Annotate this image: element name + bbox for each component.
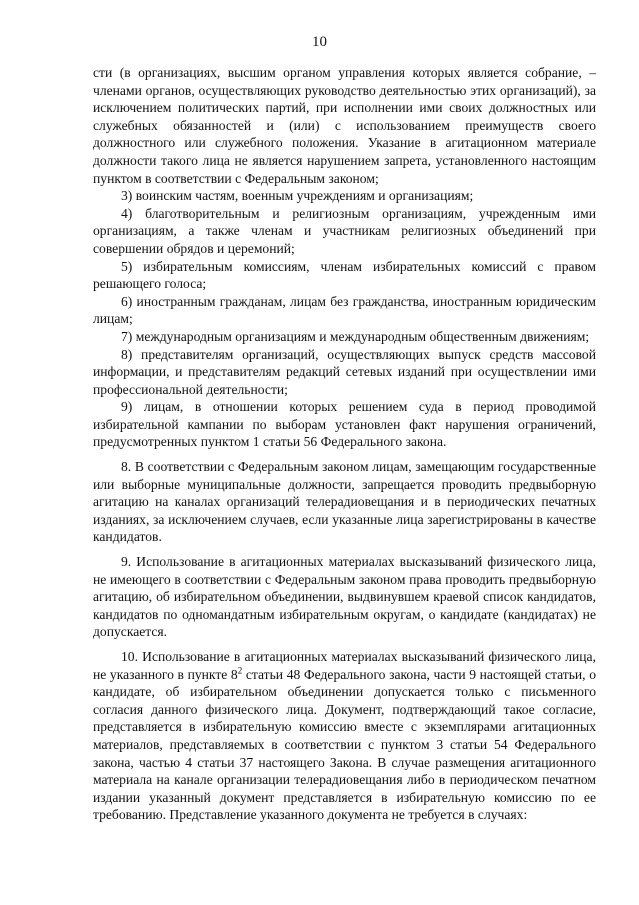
list-item-7: 7) международным организациям и международным общественным движениям; [121, 328, 590, 344]
paragraph-9: 9. Использование в агитационных материалах высказываний физического лица, не имеющего в соответствии с Федеральным законом права проводить предвыборную агитацию, об избирательном объединении, выдвинувшем краевой список кандидатов, кандидатов по одномандатным избирательным округам, о кандидате (кандидатах) не допускается. [93, 554, 596, 640]
paragraph-10-rest: статьи 48 Федерального закона, части 9 настоящей статьи, о кандидате, об избирательном объединении допускается только с письменного согласия данного физического лица. Документ, подтверждающий такое согласие, представляется в избирательную комиссию вместе с экземплярами агитационных материалов, представляемых в соответствии с пунктом 3 статьи 54 Федерального закона, частью 4 статьи 37 настоящего Закона. В случае размещения агитационного материала на канале организации телерадиовещания либо в периодическом печатном издании указанный документ представляется в избирательную комиссию по ее требованию. Представление указанного документа не требуется в случаях: [93, 666, 596, 823]
list-item-3: 3) воинским частям, военным учреждениям и организациям; [121, 188, 474, 204]
list-item-9: 9) лицам, в отношении которых решением суда в период проводимой избирательной кампании по выборам установлен факт нарушения ограничений, предусмотренных пунктом 1 статьи 56 Федерального закона. [93, 399, 596, 450]
paragraph-10-start: 10. Использование в агитационных материалах высказываний физического лица, не указанного в пункте 8 [93, 649, 596, 682]
paragraph-10 [93, 648, 596, 824]
list-item-4: 4) благотворительным и религиозным организациям, учрежденным ими организациям, а также членам и участникам религиозных объединений при совершении обрядов и церемоний; [93, 205, 596, 256]
document-body [93, 64, 596, 824]
page-number: 10 [312, 34, 327, 50]
list-item-6: 6) иностранным гражданам, лицам без гражданства, иностранным юридическим лицам; [93, 293, 596, 327]
paragraph-8: 8. В соответствии с Федеральным законом лицам, замещающим государственные или выборные муниципальные должности, запрещается проводить предвыборную агитацию на каналах организаций телерадиовещания и в периодических печатных изданиях, за исключением случаев, если указанные лица зарегистрированы в качестве кандидатов. [93, 459, 596, 545]
paragraph-continuation: сти (в организациях, высшим органом управления которых является собрание, – членами органов, осуществляющих руководство деятельностью этих организаций), за исключением политических партий, при исполнении ими своих должностных или служебных обязанностей и (или) с использованием преимуществ своего должностного или служебного положения. Указание в агитационном материале должности такого лица не является нарушением запрета, установленного настоящим пунктом в соответствии с Федеральным законом; [93, 65, 596, 186]
list-item-8: 8) представителям организаций, осуществляющих выпуск средств массовой информации, и представителям редакций сетевых изданий при осуществлении ими профессиональной деятельности; [93, 346, 596, 397]
list-item-5: 5) избирательным комиссиям, членам избирательных комиссий с правом решающего голоса; [93, 258, 596, 292]
superscript: 2 [237, 665, 243, 676]
